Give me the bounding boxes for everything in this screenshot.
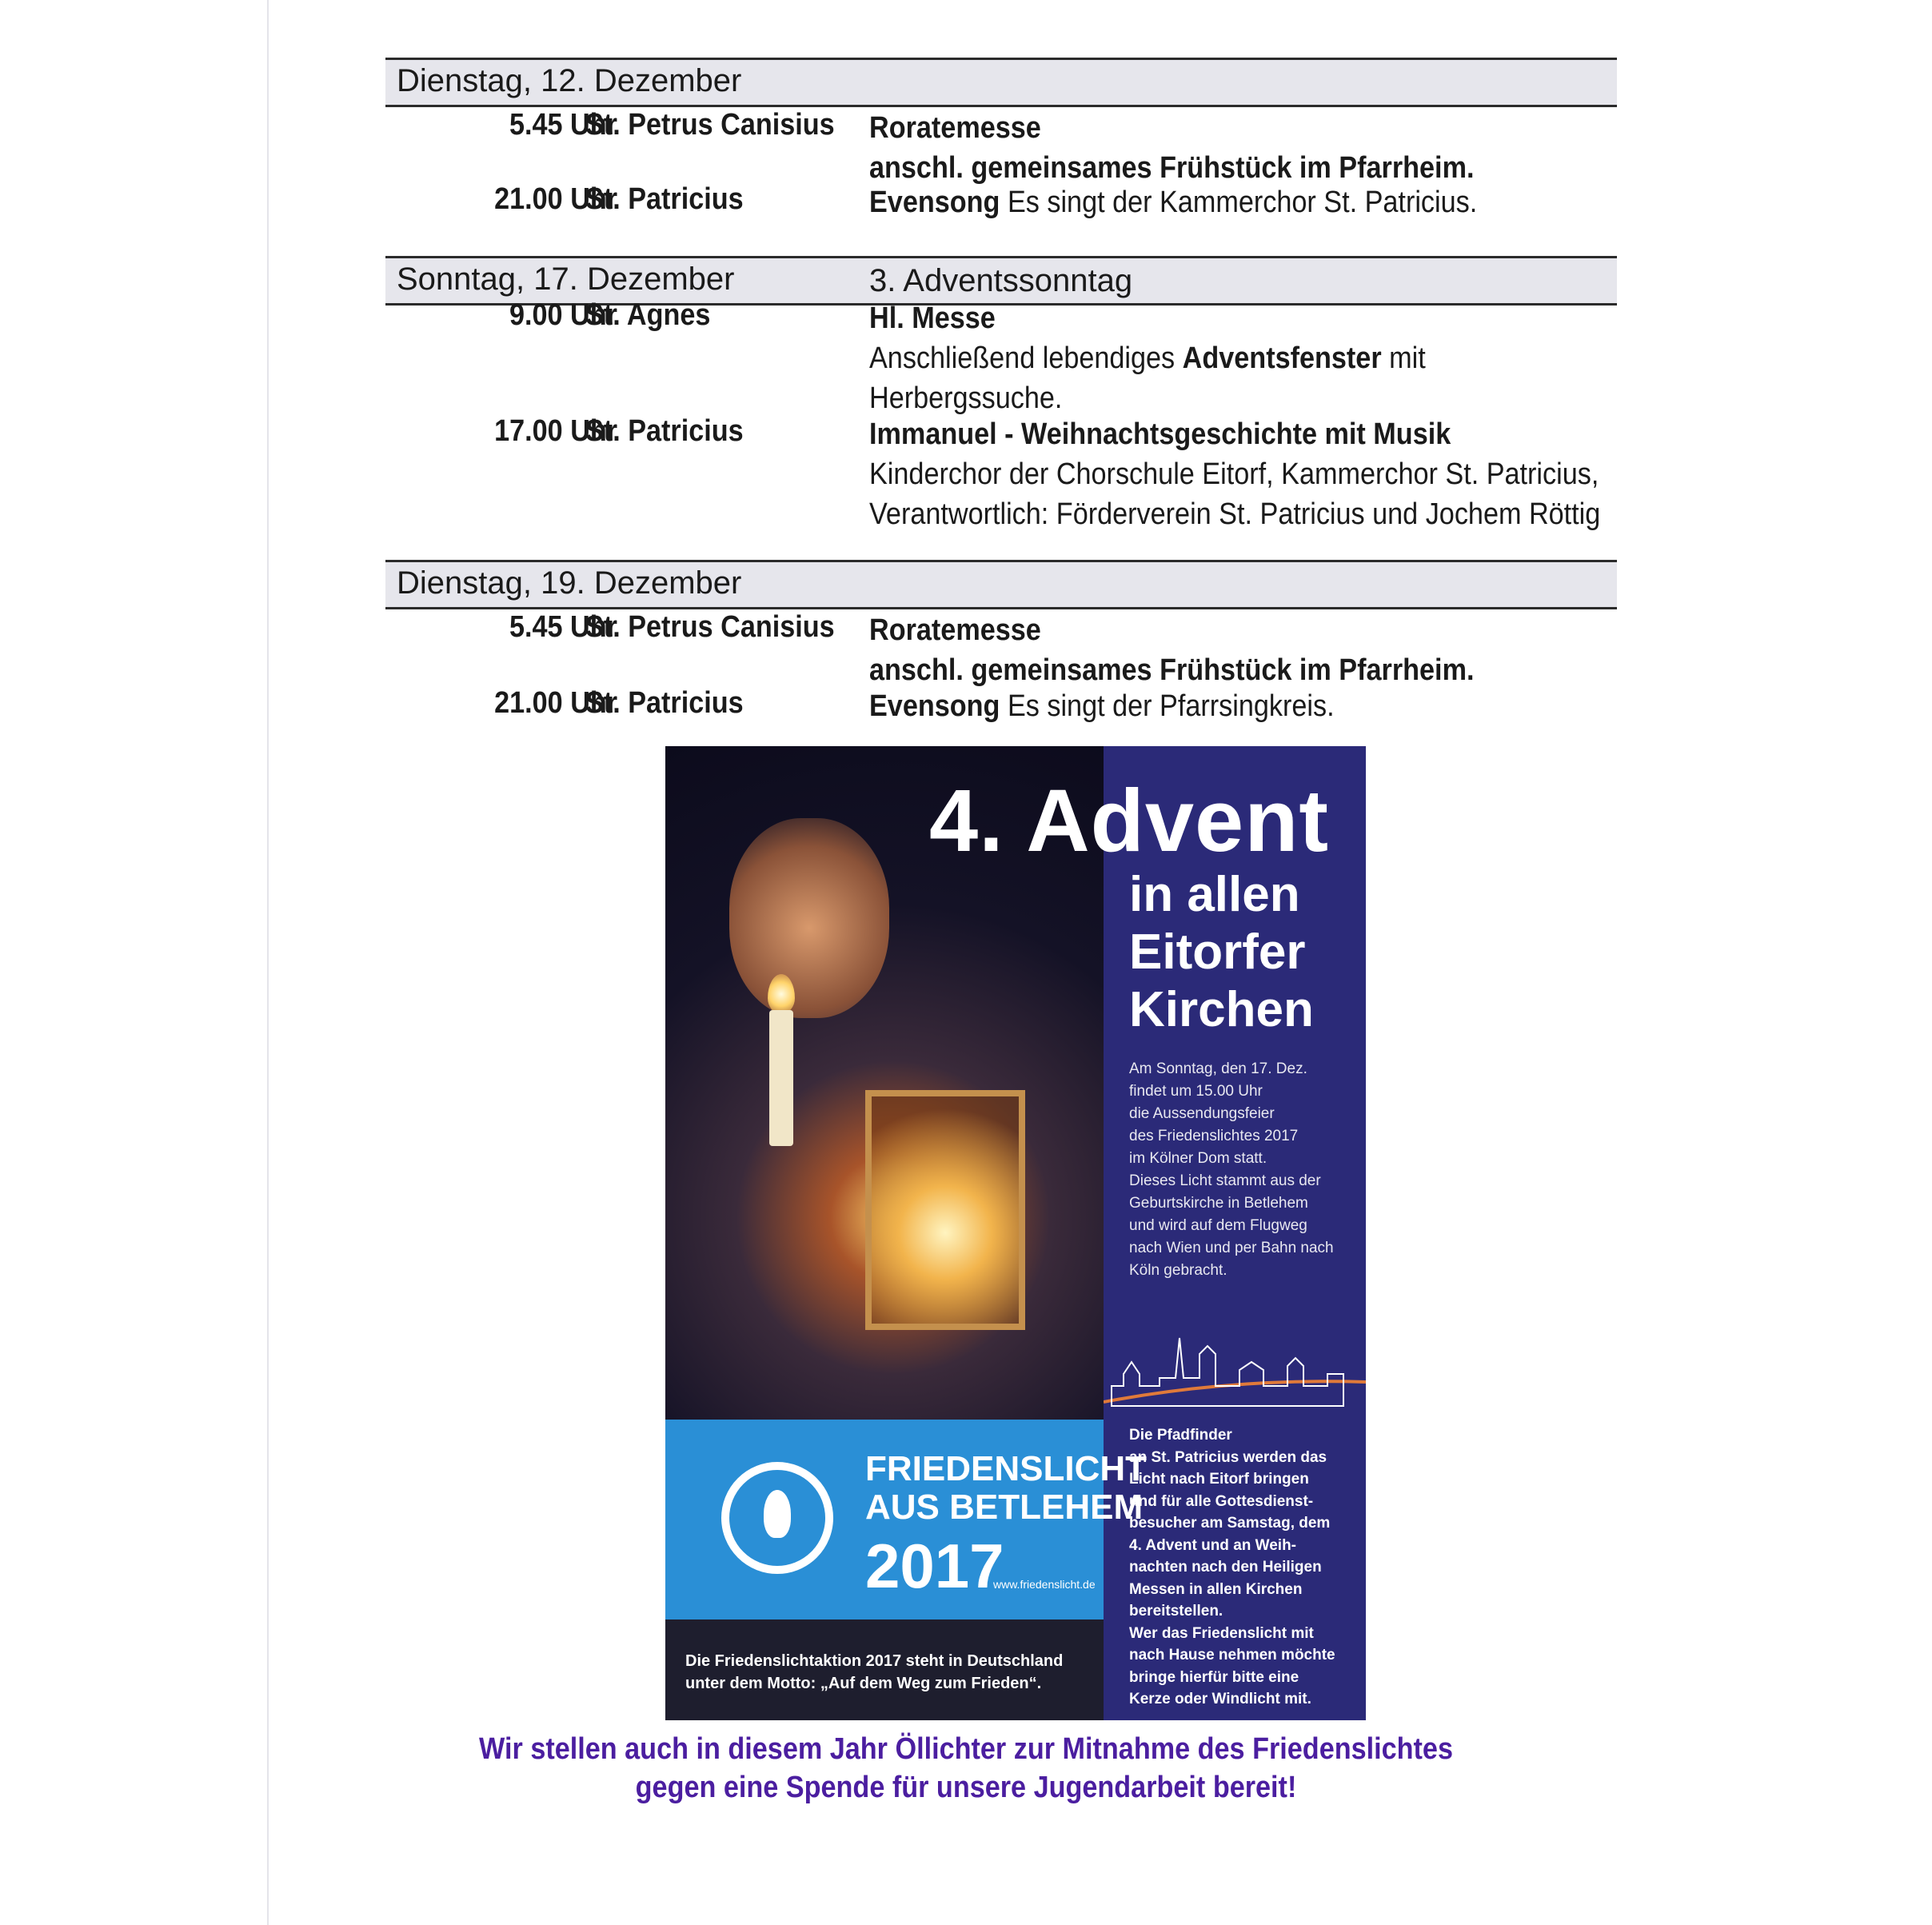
day-date: Dienstag, 12. Dezember xyxy=(397,63,742,98)
event-description: Roratemesse anschl. gemeinsames Frühstück im Pfarrheim. xyxy=(869,613,1475,687)
logo-flame-icon xyxy=(764,1490,791,1538)
friedenslicht-title: FRIEDENSLICHT AUS BETLEHEM xyxy=(865,1449,1147,1527)
event-description: Evensong Es singt der Pfarrsingkreis. xyxy=(869,689,1335,723)
day-date: Dienstag, 19. Dezember xyxy=(397,565,742,601)
friedenslicht-year: 2017 xyxy=(865,1531,1004,1601)
event-place: St. Patricius xyxy=(585,686,744,720)
poster-scouts-text: Die Pfadfinder an St. Patricius werden das Licht nach Eitorf bringen und für alle Gottesdienst- besucher am Samstag, dem 4. Advent und an Weih- nachten nach den Heiligen Messen in allen Kirchen bereitstellen. Wer das Friedenslicht mit nach Hause nehmen möchte bringe hierfür bitte eine Kerze oder Windlicht mit. xyxy=(1129,1427,1335,1707)
event-time: 5.45 Uhr xyxy=(509,610,617,644)
poster-motto: Die Friedenslichtaktion 2017 steht in Deutschland unter dem Motto: „Auf dem Weg zum Frieden“. xyxy=(685,1652,1064,1692)
event-time: 21.00 Uhr xyxy=(494,686,617,720)
poster-subtitle: in allen Eitorfer Kirchen xyxy=(1129,867,1314,1037)
friedenslicht-url: www.friedenslicht.de xyxy=(993,1578,1096,1591)
event-place: St. Agnes xyxy=(585,298,711,332)
event-place: St. Petrus Canisius xyxy=(585,610,835,644)
event-description: Roratemesse anschl. gemeinsames Frühstück im Pfarrheim. xyxy=(869,111,1475,185)
child-face xyxy=(729,818,889,1018)
footer-line: gegen eine Spende für unsere Jugendarbeit bereit! xyxy=(635,1771,1297,1804)
event-time: 9.00 Uhr xyxy=(509,298,617,332)
day-occasion: 3. Adventssonntag xyxy=(869,263,1133,298)
event-time: 17.00 Uhr xyxy=(494,414,617,448)
day-header xyxy=(385,560,1617,609)
poster-info: Am Sonntag, den 17. Dez. findet um 15.00 Uhr die Aussendungsfeier des Friedenslichtes 2017 im Kölner Dom statt. Dieses Licht stammt aus der Geburtskirche in Betlehem und wird auf dem Flugweg nach Wien und per Bahn nach Köln gebracht. xyxy=(1129,1060,1334,1279)
lantern-icon xyxy=(865,1090,1025,1330)
event-description: Hl. Messe Anschließend lebendiges Adventsfenster mit Herbergssuche. xyxy=(869,302,1426,415)
town-skyline-icon xyxy=(1104,1306,1366,1418)
footer-line: Wir stellen auch in diesem Jahr Öllichter zur Mitnahme des Friedenslichtes xyxy=(479,1732,1453,1766)
event-time: 21.00 Uhr xyxy=(494,182,617,216)
event-time: 5.45 Uhr xyxy=(509,108,617,142)
event-place: St. Patricius xyxy=(585,182,744,216)
candle-icon xyxy=(769,1010,793,1146)
event-description: Immanuel - Weihnachtsgeschichte mit Musik Kinderchor der Chorschule Eitorf, Kammerchor St. Patricius, Verantwortlich: Förderverein St. Patricius und Jochem Röttig xyxy=(869,417,1601,531)
page-margin-line xyxy=(267,0,269,1925)
poster-title: 4. Advent xyxy=(929,772,1330,870)
advent-poster xyxy=(665,746,1366,1720)
day-date: Sonntag, 17. Dezember xyxy=(397,262,735,297)
event-place: St. Patricius xyxy=(585,414,744,448)
day-header xyxy=(385,58,1617,107)
event-description: Evensong Es singt der Kammerchor St. Patricius. xyxy=(869,186,1478,219)
event-place: St. Petrus Canisius xyxy=(585,108,835,142)
